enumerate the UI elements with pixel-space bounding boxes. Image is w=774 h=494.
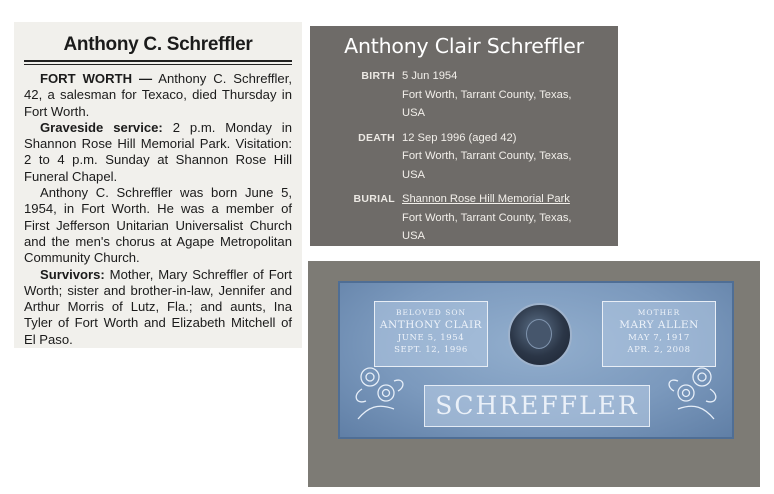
paragraph-text: Anthony C. Schreffler was born June 5, 1954, in Fort Worth. He was a member of First Jefferson Unitarian Universalist Church and the men's chorus at Agape Metropolitan Community Church. [24, 185, 292, 266]
paragraph-text: Anthony C. Schreffler, 42, a salesman for Texaco, died Thursday in Fort Worth. [24, 71, 292, 119]
paragraph-lead: Graveside service: [40, 119, 163, 135]
memorial-name: Anthony Clair Schreffler [344, 34, 584, 58]
obituary-paragraph [24, 185, 292, 266]
obituary-paragraph [24, 267, 292, 348]
birth-country: USA [402, 107, 426, 119]
birth-date: 5 Jun 1954 [402, 70, 458, 82]
right-inscription-plate [602, 301, 716, 367]
birth-row [310, 67, 618, 123]
burial-country: USA [402, 230, 426, 242]
death-date: 12 Sep 1996 (aged 42) [402, 131, 517, 144]
obituary-paragraph [24, 120, 292, 185]
right-heading: MOTHER [637, 308, 681, 317]
burial-cemetery-link[interactable]: Shannon Rose Hill Memorial Park [402, 193, 570, 205]
death-place: Fort Worth, Tarrant County, Texas, [402, 150, 572, 162]
paragraph-lead: FORT WORTH — [40, 71, 153, 86]
obituary-paragraph [24, 71, 292, 120]
birth-label: BIRTH [361, 70, 395, 82]
left-born: JUNE 5, 1954 [397, 333, 465, 343]
burial-label: BURIAL [353, 193, 395, 205]
right-name: MARY ALLEN [619, 319, 699, 331]
right-died: APR. 2, 2008 [627, 345, 691, 355]
left-died: SEPT. 12, 1996 [394, 345, 468, 355]
paragraph-text: 2 p.m. Monday in Shannon Rose Hill Memorial Park. Visitation: 2 to 4 p.m. Sunday at Shannon Rose Hill Funeral Chapel. [24, 119, 292, 184]
headstone [338, 281, 734, 439]
headstone-photo [308, 261, 760, 487]
burial-row [310, 190, 618, 246]
paragraph-text: Mother, Mary Schreffler of Fort Worth; sister and brother-in-law, Jennifer and Arthur Morris of Lutz, Fla.; and aunts, Ina Tyler of Fort Worth and Elizabeth Mitchell of El Paso. [24, 266, 292, 347]
rose-carving-left-icon [348, 359, 412, 429]
death-values [402, 129, 602, 185]
death-label: DEATH [358, 131, 395, 144]
left-heading: BELOVED SON [395, 308, 467, 317]
paragraph-lead: Survivors: [40, 266, 105, 282]
rose-carving-right-icon [660, 359, 724, 429]
surname-plate: SCHREFFLER [424, 385, 650, 427]
burial-place: Fort Worth, Tarrant County, Texas, [402, 211, 572, 224]
left-inscription-plate [374, 301, 488, 367]
memorial-info-card [310, 26, 618, 246]
obituary-clipping [14, 22, 302, 348]
medallion-emblem [508, 303, 572, 367]
right-born: MAY 7, 1917 [628, 333, 690, 343]
death-row [310, 129, 618, 185]
obituary-headline: Anthony C. Schreffler [63, 34, 253, 55]
headline-rule [24, 60, 292, 65]
burial-values [402, 190, 602, 246]
left-name: ANTHONY CLAIR [379, 319, 483, 331]
medallion-portrait-icon [526, 319, 552, 349]
death-country: USA [402, 168, 426, 181]
birth-values [402, 67, 602, 123]
birth-place: Fort Worth, Tarrant County, Texas, [402, 88, 572, 101]
